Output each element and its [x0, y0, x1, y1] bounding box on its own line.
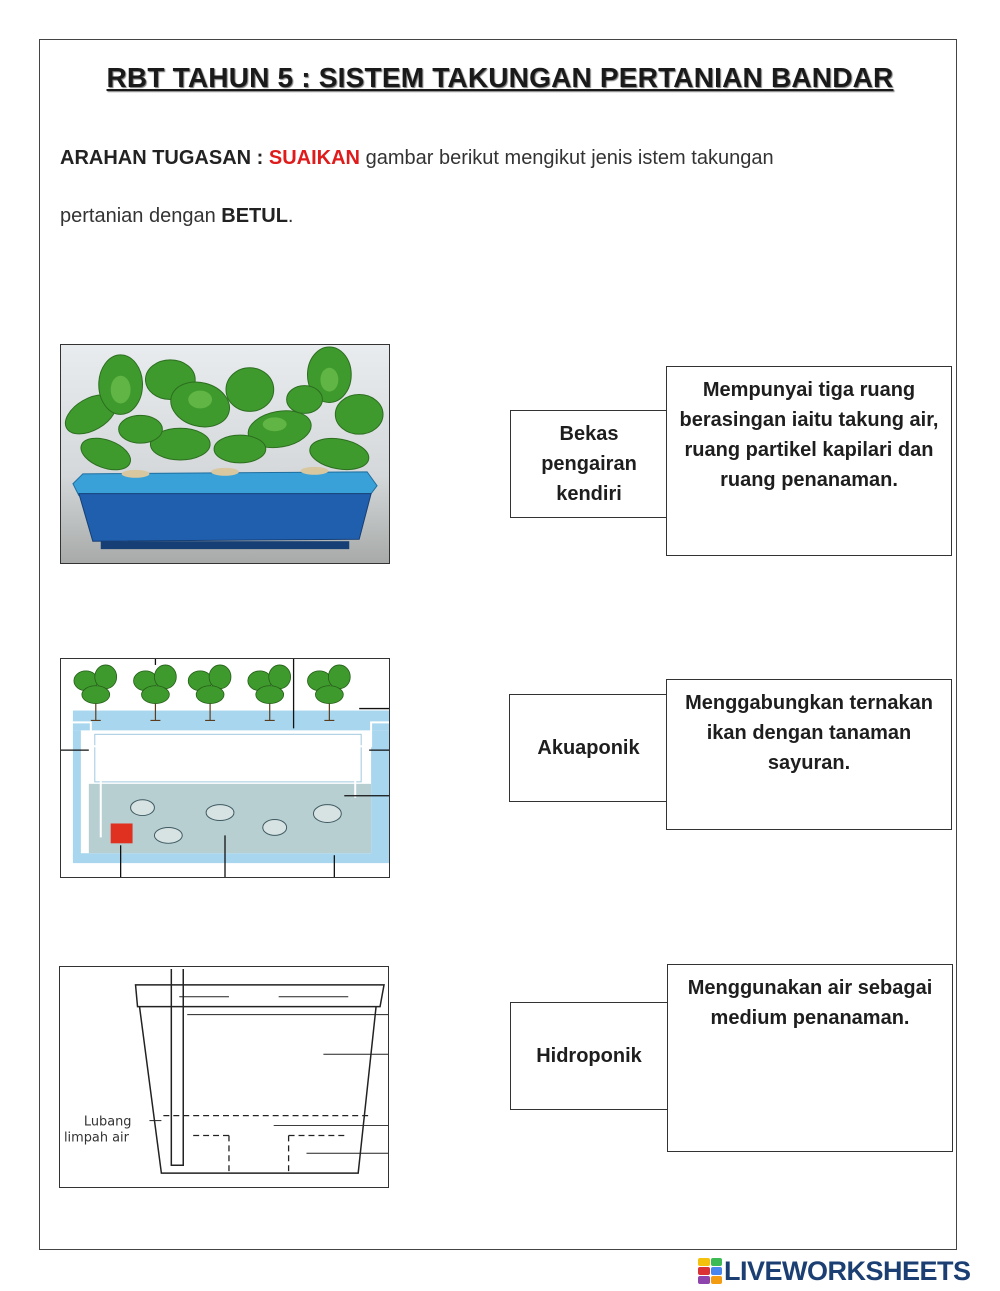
description-box-3[interactable]: Menggunakan air sebagai medium penanaman. — [667, 964, 953, 1152]
instruction-highlight: SUAIKAN — [268, 147, 361, 169]
description-box-2[interactable]: Menggabungkan ternakan ikan dengan tanaman sayuran. — [666, 679, 952, 830]
overflow-hole-label-line1: Lubang — [83, 1114, 132, 1130]
label-box-hidroponik[interactable]: Hidroponik — [510, 1002, 668, 1110]
photo-self-watering-container[interactable] — [60, 344, 390, 564]
label-box-bekas-pengairan-kendiri[interactable]: Bekas pengairan kendiri — [510, 410, 668, 518]
instruction-line-1: ARAHAN TUGASAN : SUAIKAN gambar berikut mengikut jenis istem takungan — [60, 147, 774, 169]
liveworksheets-logo-icon — [698, 1258, 722, 1284]
diagram-self-watering-pot[interactable] — [59, 966, 389, 1188]
worksheet-title: RBT TAHUN 5 : SISTEM TAKUNGAN PERTANIAN BANDAR — [106, 62, 894, 93]
liveworksheets-text: LIVEWORKSHEETS — [724, 1255, 971, 1286]
overflow-hole-label-line2: limpah air — [63, 1130, 129, 1146]
liveworksheets-brand[interactable] — [698, 1257, 971, 1285]
instruction-line-2: pertanian dengan BETUL. — [60, 205, 294, 227]
description-box-1[interactable]: Mempunyai tiga ruang berasingan iaitu takung air, ruang partikel kapilari dan ruang penanaman. — [666, 366, 952, 556]
label-box-akuaponik[interactable]: Akuaponik — [509, 694, 668, 802]
diagram-aquaponic-system[interactable] — [60, 658, 390, 878]
